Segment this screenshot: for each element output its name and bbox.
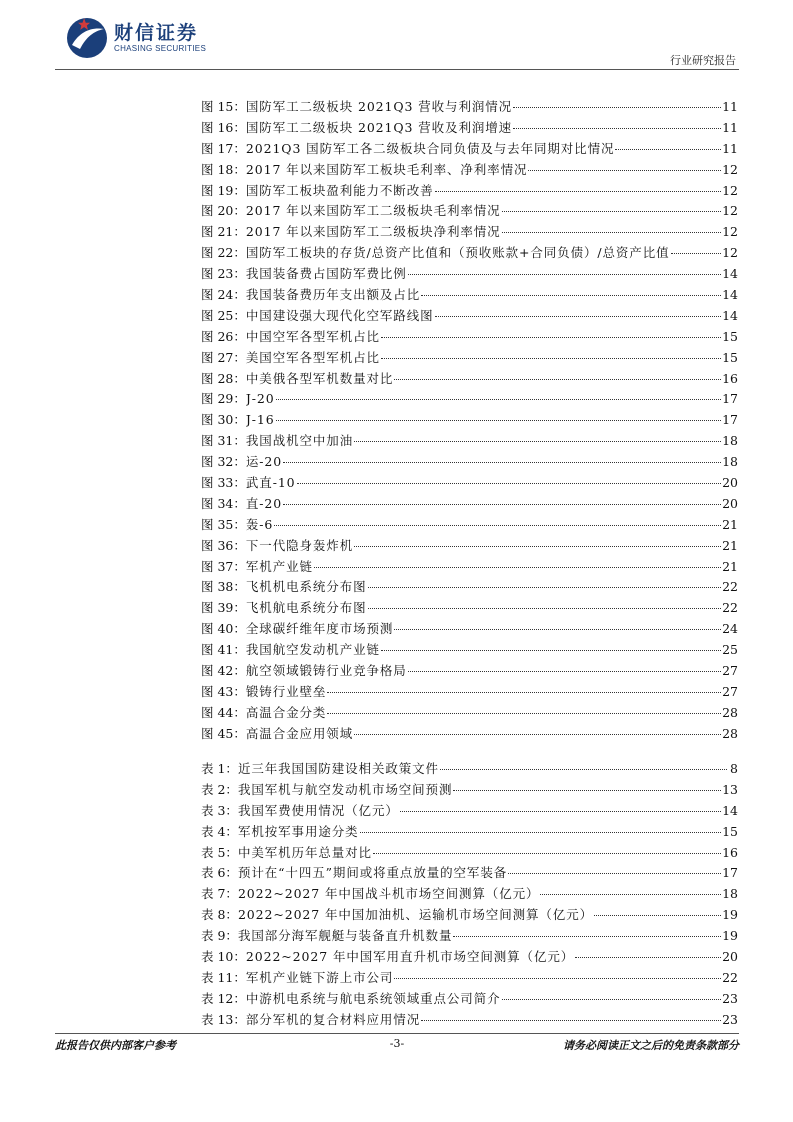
toc-entry-label: 图 34： xyxy=(201,495,246,511)
toc-entry-title: 轰-6 xyxy=(245,516,274,532)
toc-dot-leader xyxy=(368,586,722,588)
figure-index-entry[interactable] xyxy=(201,118,738,139)
figure-index-entry[interactable] xyxy=(201,285,738,306)
toc-entry-title: 中国空军各型军机占比 xyxy=(245,328,380,344)
toc-dot-leader xyxy=(421,294,721,296)
toc-entry-page: 20 xyxy=(722,475,738,491)
toc-entry-page: 11 xyxy=(722,99,738,114)
toc-entry-page: 21 xyxy=(722,516,738,532)
toc-entry-page: 14 xyxy=(722,287,738,303)
figure-index-entry[interactable] xyxy=(201,682,738,703)
toc-entry-page: 11 xyxy=(722,140,738,156)
toc-dot-leader xyxy=(453,789,721,791)
toc-dot-leader xyxy=(435,190,722,192)
figure-index-entry[interactable] xyxy=(201,577,738,598)
toc-dot-leader xyxy=(594,914,721,916)
toc-entry-page: 18 xyxy=(722,886,738,902)
toc-entry-title: 我国军费使用情况（亿元） xyxy=(237,802,399,818)
toc-entry-label: 图 22： xyxy=(201,245,246,261)
toc-dot-leader xyxy=(671,252,722,254)
toc-entry-title: 美国空军各型军机占比 xyxy=(245,349,380,365)
toc-entry-page: 20 xyxy=(722,495,738,511)
table-index-entry[interactable] xyxy=(201,926,738,947)
toc-entry-title: 2017 年以来国防军工二级板块毛利率情况 xyxy=(245,203,501,219)
toc-entry-label: 图 42： xyxy=(201,663,246,679)
toc-dot-leader xyxy=(453,935,721,937)
figure-index-entry[interactable] xyxy=(201,557,738,578)
toc-dot-leader xyxy=(615,148,721,150)
toc-entry-label: 图 23： xyxy=(201,266,246,282)
toc-entry-page: 23 xyxy=(722,990,738,1006)
figure-index-entry[interactable] xyxy=(201,222,738,243)
toc-dot-leader xyxy=(508,872,721,874)
figure-index-entry[interactable] xyxy=(201,201,738,222)
toc-entry-page: 25 xyxy=(722,642,738,658)
toc-entry-label: 图 43： xyxy=(201,683,246,699)
toc-entry-page: 16 xyxy=(722,844,738,860)
toc-entry-title: 2021Q3 国防军工各二级板块合同负债及与去年同期对比情况 xyxy=(245,140,615,156)
toc-entry-title: 我国军机与航空发动机市场空间预测 xyxy=(237,781,453,797)
figure-index-entry[interactable] xyxy=(201,515,738,536)
table-index-entry[interactable] xyxy=(201,968,738,989)
toc-entry-label: 图 41： xyxy=(201,642,246,658)
toc-dot-leader xyxy=(354,440,721,442)
toc-entry-label: 图 45： xyxy=(201,725,246,741)
toc-dot-leader xyxy=(368,607,722,609)
toc-entry-page: 22 xyxy=(722,579,738,595)
toc-entry-title: 锻铸行业壁垒 xyxy=(245,683,327,699)
logo-english-name: CHASING SECURITIES xyxy=(114,44,207,53)
toc-entry-page: 21 xyxy=(722,558,738,574)
toc-entry-page: 12 xyxy=(722,245,738,261)
table-index-entry[interactable] xyxy=(201,989,738,1010)
toc-entry-page: 18 xyxy=(722,454,738,470)
toc-dot-leader xyxy=(394,628,721,630)
toc-entry-label: 图 15： xyxy=(201,99,246,114)
toc-entry-title: 我国航空发动机产业链 xyxy=(245,642,380,658)
toc-dot-leader xyxy=(381,336,721,338)
toc-entry-title: 我国装备费历年支出额及占比 xyxy=(245,287,421,303)
figure-index-entry[interactable] xyxy=(201,243,738,264)
toc-entry-page: 20 xyxy=(722,949,738,965)
figure-index-entry[interactable] xyxy=(201,348,738,369)
toc-entry-title: 预计在“十四五”期间或将重点放量的空军装备 xyxy=(237,865,508,881)
toc-dot-leader xyxy=(540,893,721,895)
toc-entry-label: 表 8： xyxy=(201,907,238,923)
toc-dot-leader xyxy=(276,398,721,400)
figure-index-entry[interactable] xyxy=(201,389,738,410)
figure-index-entry[interactable] xyxy=(201,410,738,431)
toc-dot-leader xyxy=(274,524,721,526)
table-index-entry[interactable] xyxy=(201,905,738,926)
toc-entry-page: 12 xyxy=(722,161,738,177)
toc-entry-page: 13 xyxy=(722,781,738,797)
toc-entry-title: 国防军工二级板块 2021Q3 营收及利润增速 xyxy=(245,119,513,135)
toc-dot-leader xyxy=(381,649,721,651)
footer-disclaimer-right: 请务必阅读正文之后的免责条款部分 xyxy=(563,1039,739,1052)
toc-entry-title: 武直-10 xyxy=(245,475,296,491)
toc-entry-page: 14 xyxy=(722,802,738,818)
toc-entry-label: 图 16： xyxy=(201,119,246,135)
figure-index-entry[interactable] xyxy=(201,494,738,515)
figure-index-entry[interactable] xyxy=(201,452,738,473)
table-index-entry[interactable] xyxy=(201,1010,738,1031)
toc-entry-label: 表 10： xyxy=(201,949,246,965)
toc-entry-title: 我国装备费占国防军费比例 xyxy=(245,266,407,282)
toc-entry-title: 2022~2027 年中国加油机、运输机市场空间测算（亿元） xyxy=(237,907,594,923)
toc-dot-leader xyxy=(394,977,721,979)
toc-entry-page: 14 xyxy=(722,307,738,323)
toc-entry-title: 军机按军事用途分类 xyxy=(237,823,359,839)
toc-entry-label: 图 17： xyxy=(201,140,246,156)
toc-entry-label: 表 11： xyxy=(201,969,246,985)
table-index-entry[interactable] xyxy=(201,863,738,884)
figure-index-entry[interactable] xyxy=(201,640,738,661)
toc-dot-leader xyxy=(314,566,721,568)
toc-entry-page: 24 xyxy=(722,621,738,637)
figure-index-entry[interactable] xyxy=(201,431,738,452)
toc-entry-page: 28 xyxy=(722,704,738,720)
toc-entry-label: 表 13： xyxy=(201,1011,246,1027)
toc-entry-page: 12 xyxy=(722,182,738,198)
toc-entry-title: 中游机电系统与航电系统领域重点公司简介 xyxy=(245,990,501,1006)
toc-entry-title: 我国部分海军舰艇与装备直升机数量 xyxy=(237,928,453,944)
figure-index-entry[interactable] xyxy=(201,327,738,348)
toc-entry-title: 下一代隐身轰炸机 xyxy=(245,537,354,553)
toc-dot-leader xyxy=(440,768,727,770)
figure-index-entry[interactable] xyxy=(201,661,738,682)
toc-dot-leader xyxy=(283,503,721,505)
toc-entry-title: 近三年我国国防建设相关政策文件 xyxy=(237,761,439,776)
table-index-entry[interactable] xyxy=(201,843,738,864)
toc-dot-leader xyxy=(502,210,722,212)
footer-disclaimer-left: 此报告仅供内部客户参考 xyxy=(55,1039,176,1052)
toc-entry-label: 图 35： xyxy=(201,516,246,532)
toc-dot-leader xyxy=(276,419,721,421)
toc-entry-page: 22 xyxy=(722,600,738,616)
toc-dot-leader xyxy=(502,231,722,233)
toc-entry-label: 图 24： xyxy=(201,287,246,303)
toc-entry-page: 21 xyxy=(722,537,738,553)
toc-entry-title: 航空领域锻铸行业竞争格局 xyxy=(245,663,407,679)
toc-entry-title: 中美俄各型军机数量对比 xyxy=(245,370,394,386)
toc-dot-leader xyxy=(381,357,721,359)
toc-dot-leader xyxy=(513,106,721,108)
figure-index-entry[interactable] xyxy=(201,97,738,118)
toc-entry-label: 图 30： xyxy=(201,412,246,428)
toc-dot-leader xyxy=(354,733,721,735)
toc-entry-page: 27 xyxy=(722,663,738,679)
toc-entry-label: 图 21： xyxy=(201,224,246,240)
logo-chinese-name: 财信证券 xyxy=(114,22,199,44)
toc-entry-label: 图 37： xyxy=(201,558,246,574)
toc-entry-page: 12 xyxy=(722,203,738,219)
table-index-entry[interactable] xyxy=(201,884,738,905)
table-index-entry[interactable] xyxy=(201,947,738,968)
toc-entry-title: 我国战机空中加油 xyxy=(245,433,354,449)
toc-dot-leader xyxy=(354,545,721,547)
figure-index-entry[interactable] xyxy=(201,264,738,285)
toc-entry-title: 2017 年以来国防军工二级板块净利率情况 xyxy=(245,224,501,240)
figure-index-entry[interactable] xyxy=(201,369,738,390)
toc-entry-title: 中国建设强大现代化空军路线图 xyxy=(245,307,434,323)
figure-index-entry[interactable] xyxy=(201,703,738,724)
toc-entry-label: 表 3： xyxy=(201,802,238,818)
toc-entry-label: 图 27： xyxy=(201,349,246,365)
figure-index-entry[interactable] xyxy=(201,139,738,160)
toc-entry-label: 图 39： xyxy=(201,600,246,616)
page-header xyxy=(0,0,793,70)
toc-entry-title: 直-20 xyxy=(245,495,283,511)
toc-dot-leader xyxy=(373,852,721,854)
toc-entry-title: 全球碳纤维年度市场预测 xyxy=(245,621,394,637)
toc-entry-page: 15 xyxy=(722,349,738,365)
page-footer xyxy=(55,1037,739,1053)
toc-dot-leader xyxy=(513,127,721,129)
toc-entry-page: 19 xyxy=(722,928,738,944)
toc-dot-leader xyxy=(435,315,722,317)
toc-entry-page: 18 xyxy=(722,433,738,449)
toc-entry-label: 表 5： xyxy=(201,844,238,860)
toc-entry-label: 图 20： xyxy=(201,203,246,219)
header-divider xyxy=(55,69,739,70)
toc-entry-title: 军机产业链 xyxy=(245,558,313,574)
toc-dot-leader xyxy=(528,169,721,171)
toc-entry-label: 图 29： xyxy=(201,391,246,407)
footer-divider xyxy=(55,1033,739,1034)
toc-dot-leader xyxy=(297,482,722,484)
toc-entry-label: 图 25： xyxy=(201,307,246,323)
figure-index-entry[interactable] xyxy=(201,181,738,202)
toc-dot-leader xyxy=(408,670,721,672)
toc-entry-label: 图 40： xyxy=(201,621,246,637)
toc-entry-label: 图 33： xyxy=(201,475,246,491)
toc-entry-page: 15 xyxy=(722,823,738,839)
toc-entry-label: 图 44： xyxy=(201,704,246,720)
toc-entry-page: 17 xyxy=(722,412,738,428)
figure-index-entry[interactable] xyxy=(201,619,738,640)
toc-dot-leader xyxy=(283,461,721,463)
chasing-securities-logo-icon xyxy=(66,17,108,59)
toc-entry-label: 图 36： xyxy=(201,537,246,553)
figure-index-entry[interactable] xyxy=(201,306,738,327)
toc-entry-label: 图 38： xyxy=(201,579,246,595)
company-logo xyxy=(66,17,206,59)
toc-dot-leader xyxy=(327,691,721,693)
toc-dot-leader xyxy=(575,956,721,958)
figure-index-entry[interactable] xyxy=(201,536,738,557)
toc-entry-label: 表 6： xyxy=(201,865,238,881)
figure-index-entry[interactable] xyxy=(201,473,738,494)
report-type-label: 行业研究报告 xyxy=(670,54,736,67)
toc-entry-title: 2022~2027 年中国战斗机市场空间测算（亿元） xyxy=(237,886,540,902)
toc-entry-page: 16 xyxy=(722,370,738,386)
toc-entry-label: 表 1： xyxy=(201,761,238,776)
toc-entry-page: 19 xyxy=(722,907,738,923)
toc-entry-label: 图 31： xyxy=(201,433,246,449)
toc-entry-label: 图 26： xyxy=(201,328,246,344)
toc-entry-page: 14 xyxy=(722,266,738,282)
toc-entry-page: 28 xyxy=(722,725,738,741)
toc-entry-page: 11 xyxy=(722,119,738,135)
toc-entry-label: 表 2： xyxy=(201,781,238,797)
toc-entry-title: 军机产业链下游上市公司 xyxy=(245,969,394,985)
toc-entry-title: 2017 年以来国防军工板块毛利率、净利率情况 xyxy=(245,161,528,177)
toc-entry-label: 表 7： xyxy=(201,886,238,902)
toc-dot-leader xyxy=(360,831,722,833)
toc-entry-title: 中美军机历年总量对比 xyxy=(237,844,372,860)
toc-entry-label: 表 4： xyxy=(201,823,238,839)
toc-entry-label: 表 9： xyxy=(201,928,238,944)
toc-entry-title: 高温合金分类 xyxy=(245,704,327,720)
toc-entry-page: 17 xyxy=(722,865,738,881)
toc-entry-label: 表 12： xyxy=(201,990,246,1006)
toc-entry-title: 国防军工板块的存货/总资产比值和（预收账款+合同负债）/总资产比值 xyxy=(245,245,670,261)
toc-entry-page: 27 xyxy=(722,683,738,699)
toc-entry-title: 飞机航电系统分布图 xyxy=(245,600,367,616)
toc-entry-title: J-16 xyxy=(245,412,275,428)
toc-entry-title: 运-20 xyxy=(245,454,283,470)
toc-entry-page: 12 xyxy=(722,224,738,240)
toc-dot-leader xyxy=(421,1019,721,1021)
toc-entry-title: 国防军工二级板块 2021Q3 营收与利润情况 xyxy=(245,99,513,114)
table-index-list xyxy=(201,759,738,1031)
figure-index-list xyxy=(201,97,738,745)
toc-entry-title: 高温合金应用领域 xyxy=(245,725,354,741)
figure-index-entry[interactable] xyxy=(201,598,738,619)
toc-entry-label: 图 28： xyxy=(201,370,246,386)
toc-entry-title: J-20 xyxy=(245,391,275,407)
figure-index-entry[interactable] xyxy=(201,724,738,745)
toc-entry-label: 图 19： xyxy=(201,182,246,198)
toc-dot-leader xyxy=(327,712,721,714)
toc-entry-title: 飞机机电系统分布图 xyxy=(245,579,367,595)
toc-entry-title: 部分军机的复合材料应用情况 xyxy=(245,1011,421,1027)
toc-entry-title: 2022~2027 年中国军用直升机市场空间测算（亿元） xyxy=(245,949,575,965)
toc-dot-leader xyxy=(408,273,721,275)
toc-dot-leader xyxy=(394,378,721,380)
toc-entry-page: 8 xyxy=(730,761,738,776)
toc-entry-label: 图 32： xyxy=(201,454,246,470)
figure-index-entry[interactable] xyxy=(201,160,738,181)
table-index-entry[interactable] xyxy=(201,759,738,780)
table-index-entry[interactable] xyxy=(201,801,738,822)
page-number: -3- xyxy=(389,1037,405,1050)
table-index-entry[interactable] xyxy=(201,780,738,801)
toc-entry-title: 国防军工板块盈利能力不断改善 xyxy=(245,182,434,198)
toc-dot-leader xyxy=(400,810,721,812)
toc-dot-leader xyxy=(502,998,722,1000)
toc-entry-label: 图 18： xyxy=(201,161,246,177)
toc-entry-page: 17 xyxy=(722,391,738,407)
toc-entry-page: 22 xyxy=(722,969,738,985)
table-index-entry[interactable] xyxy=(201,822,738,843)
toc-entry-page: 23 xyxy=(722,1011,738,1027)
toc-entry-page: 15 xyxy=(722,328,738,344)
